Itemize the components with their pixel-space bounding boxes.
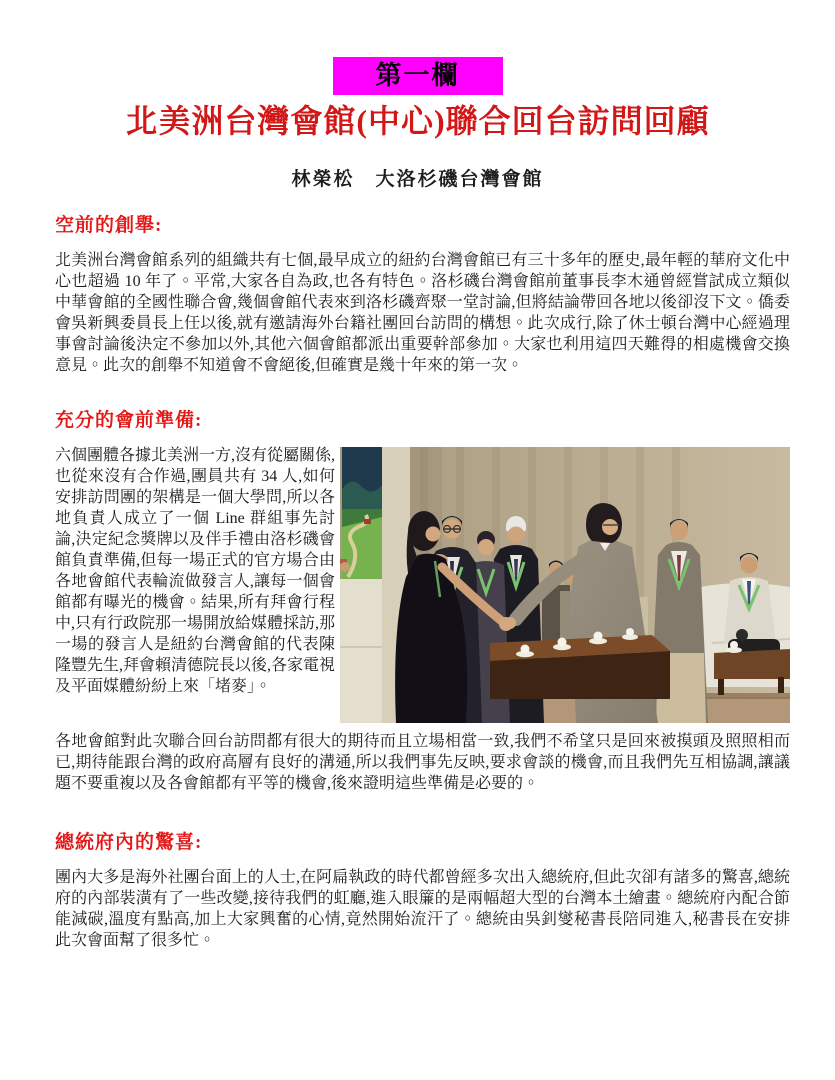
paragraph: 各地會館對此次聯合回台訪問都有很大的期待而且立場相當一致,我們不希望只是回來被摸頭及照照相而已,期待能跟台灣的政府高層有良好的溝通,所以我們事先反映,要求會談的機會,而且我們先互相協調,讓議題不要重複以及各會館都有平等的機會,後來證明這些準備是必要的。 (55, 733, 790, 793)
banner-label: 第一欄 (375, 61, 460, 90)
photo-illustration (340, 447, 790, 723)
paragraph: 六個團體各據北美洲一方,沒有從屬關係,也從來沒有合作過,團員共有 34 人,如何安排訪問團的架構是一個大學問,所以各地負責人成立了一個 Line 群組事先討論,決定紀念獎牌以及伴手禮由洛杉磯會館負責準備,但每一場正式的官方場合由各地會館代表輪流做發言人,讓每一個會館都有曝光的機會。結果,所有拜會行程中,只有行政院那一場開放給媒體採訪,那一場的發言人是紐約台灣會館的代表陳隆豐先生,拜會賴清德院長以後,各家電視及平面媒體紛紛上來「堵麥」。 (55, 447, 336, 696)
section-preparation-flow (55, 445, 790, 794)
section-heading-surprise: 總統府內的驚喜: (55, 832, 203, 854)
paragraph: 團內大多是海外社團台面上的人士,在阿扁執政的時代都曾經多次出入總統府,但此次卻有諸多的驚喜,總統府的內部裝潢有了一些改變,接待我們的虹廳,進入眼簾的是兩幅超大型的台灣本土繪畫。總統府內配合節能減碳,溫度有點高,加上大家興奮的心情,竟然開始流汗了。總統由吳釗燮秘書長陪同進入,秘書長在安排此次會面幫了很多忙。 (55, 869, 790, 950)
paragraph: 北美洲台灣會館系列的組織共有七個,最早成立的紐約台灣會館已有三十多年的歷史,最年輕的華府文化中心也超過 10 年了。平常,大家各自為政,也各有特色。洛杉磯台灣會館前董事長李木通曾經嘗試成立類似中華會館的全國性聯合會,幾個會館代表來到洛杉磯齊聚一堂討論,但將結論帶回各地以後卻沒下文。僑委會吳新興委員長上任以後,就有邀請海外台籍社團回台訪問的構想。此次成行,除了休士頓台灣中心經過理事會討論後決定不參加以外,其他六個會館都派出重要幹部參加。大家也利用這四天難得的相處機會交換意見。此次的創舉不知道會不會絕後,但確實是幾十年來的第一次。 (55, 252, 790, 375)
page-title: 北美洲台灣會館(中心)聯合回台訪問回顧 (125, 103, 710, 139)
column-banner (333, 57, 503, 95)
section-heading-unprecedented: 空前的創舉: (55, 215, 163, 237)
article-body (0, 210, 835, 951)
meeting-photo (340, 447, 790, 723)
byline: 林榮松 大洛杉磯台灣會館 (291, 169, 544, 191)
section-heading-preparation: 充分的會前準備: (55, 410, 203, 432)
